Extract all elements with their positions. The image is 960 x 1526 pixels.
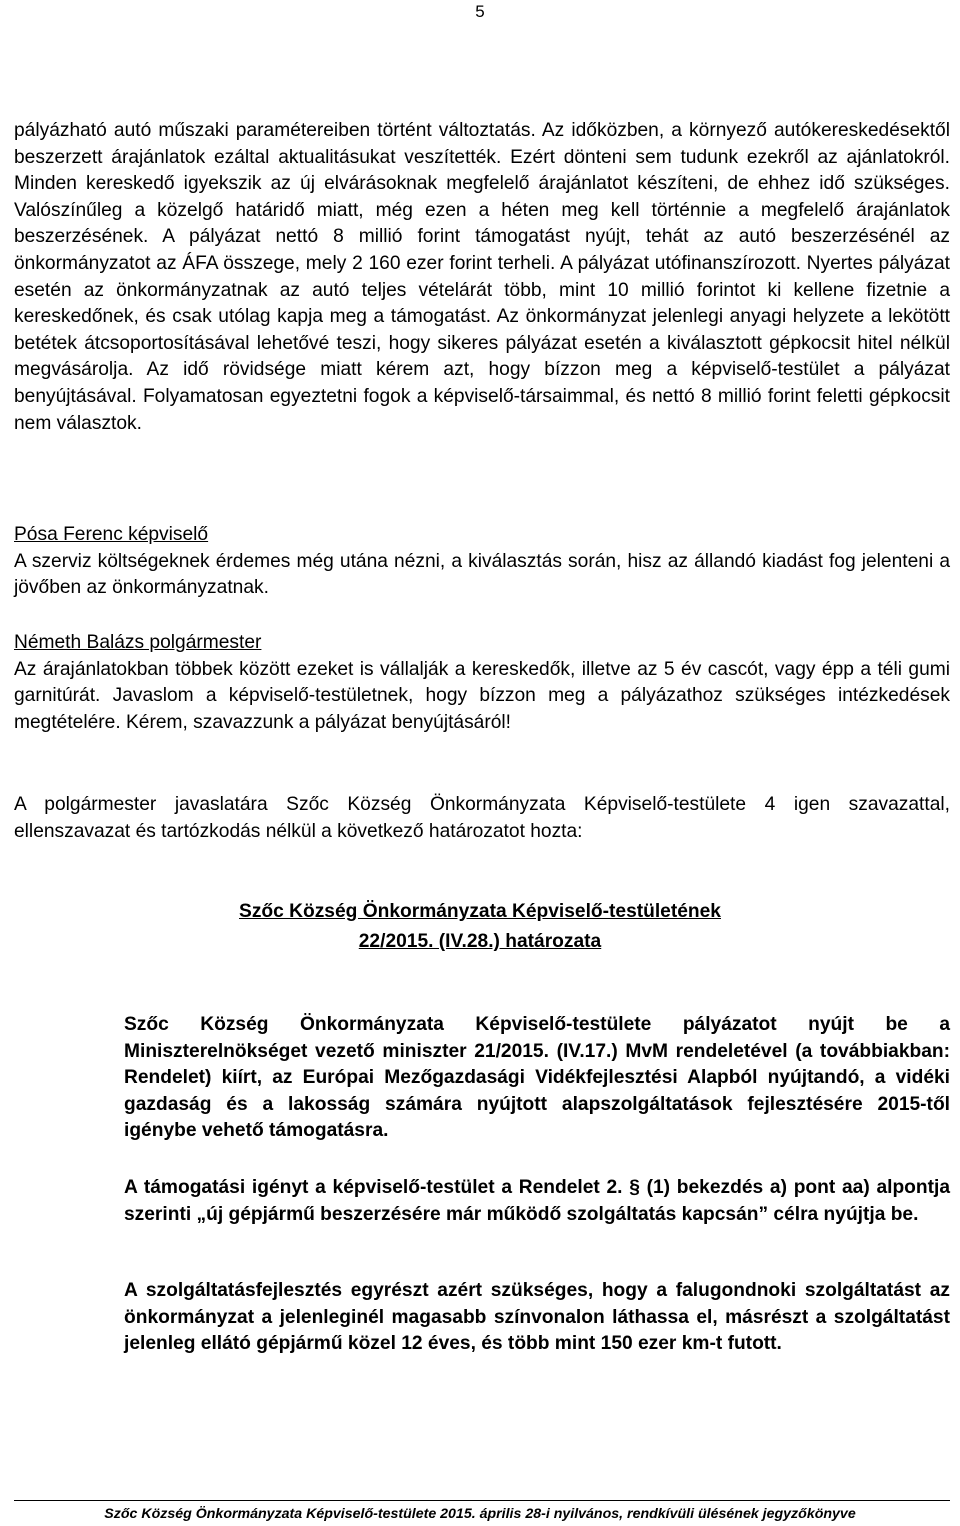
body-paragraph-2: A szerviz költségeknek érdemes még utána nézni, a kiválasztás során, hisz az állandó kiadást fog jelenteni a jövőben az önkormányzatnak.: [14, 550, 950, 599]
resolution-paragraph-1: Szőc Község Önkormányzata Képviselő-testülete pályázatot nyújt be a Miniszterelnökséget vezető miniszter 21/2015. (IV.17.) MvM rendeletével (a továbbiakban: Rendelet) kiírt, az Európai Mezőgazdasági Vidékfejlesztési Alapból nyújtandó, a vidéki gazdaság és a lakosság számára nyújtott alapszolgáltatások fejlesztésére 2015-től igénybe vehető támogatásra.: [124, 1014, 950, 1142]
body-paragraph-4: A polgármester javaslatára Szőc Község Önkormányzata Képviselő-testülete 4 igen szavazattal, ellenszavazat és tartózkodás nélkül a következő határozatot hozta:: [14, 794, 950, 842]
resolution-paragraph-2: A támogatási igényt a képviselő-testület a Rendelet 2. § (1) bekezdés a) pont aa) alpontja szerinti „új gépjármű beszerzésére már működő szolgáltatás kapcsán” célra nyújtja be.: [124, 1177, 950, 1225]
resolution-heading-line-1: Szőc Község Önkormányzata Képviselő-testületének: [239, 901, 721, 922]
speaker-name: Pósa Ferenc képviselő: [14, 524, 209, 545]
speaker-name: Németh Balázs polgármester: [14, 632, 262, 653]
resolution-paragraph-3: A szolgáltatásfejlesztés egyrészt azért szükséges, hogy a falugondnoki szolgáltatást az önkormányzat a jelenleginél magasabb színvonalon láthassa el, másrészt a szolgáltatást jelenleg ellátó gépjármű közel 12 éves, és több mint 150 ezer km-t futott.: [124, 1280, 950, 1355]
footer-divider: [14, 1500, 950, 1501]
page-number: 5: [475, 2, 485, 21]
resolution-heading-line-2: 22/2015. (IV.28.) határozata: [358, 931, 602, 952]
speaker-block-1: [14, 522, 950, 602]
body-paragraph-1: pályázható autó műszaki paramétereiben történt változtatás. Az időközben, a környező autókereskedésektől beszerzett árajánlatok ezáltal aktualitásukat veszítették. Ezért dönteni sem tudunk ezekről az ajánlatokról. Minden kereskedő igyekszik az új elvárásoknak megfelelő árajánlatot készíteni, de ehhez idő szükséges. Valószínűleg a közelgő határidő miatt, még ezen a héten meg kell történnie a megfelelő árajánlatok beszerzésének. A pályázat nettó 8 millió forint támogatást nyújt, tehát az autó beszerzésénél az önkormányzatot az ÁFA összege, mely 2 160 ezer forint terheli. A pályázat utófinanszírozott. Nyertes pályázat esetén az önkormányzatnak az autó teljes vételárát több, mint 10 millió forintot ki kellene fizetnie a kereskedőnek, és csak utólag kapja meg a támogatást. Az önkormányzat jelenlegi anyagi helyzete a lekötött betétek átcsoportosításával lehetővé teszi, hogy sikeres pályázat esetén a kiválasztott gépkocsit hitel nélkül megvásárolja. Az idő rövidsége miatt kérem azt, hogy bízzon meg a képviselő-testület a pályázat benyújtásával. Folyamatosan egyeztetni fogok a képviselő-társaimmal, és nettó 8 millió forint feletti gépkocsit nem választok.: [14, 120, 950, 434]
page-footer: Szőc Község Önkormányzata Képviselő-testülete 2015. április 28-i nyilvános, rendkívüli ülésének jegyzőkönyve: [104, 1506, 856, 1522]
speaker-block-2: [14, 630, 950, 736]
body-paragraph-3: Az árajánlatokban többek között ezeket is vállalják a kereskedők, illetve az 5 év cascót, vagy épp a téli gumi garnitúrát. Javaslom a képviselő-testületnek, hogy bízzon meg a pályázathoz szükséges intézkedések megtételére. Kérem, szavazzunk a pályázat benyújtásáról!: [14, 658, 950, 733]
